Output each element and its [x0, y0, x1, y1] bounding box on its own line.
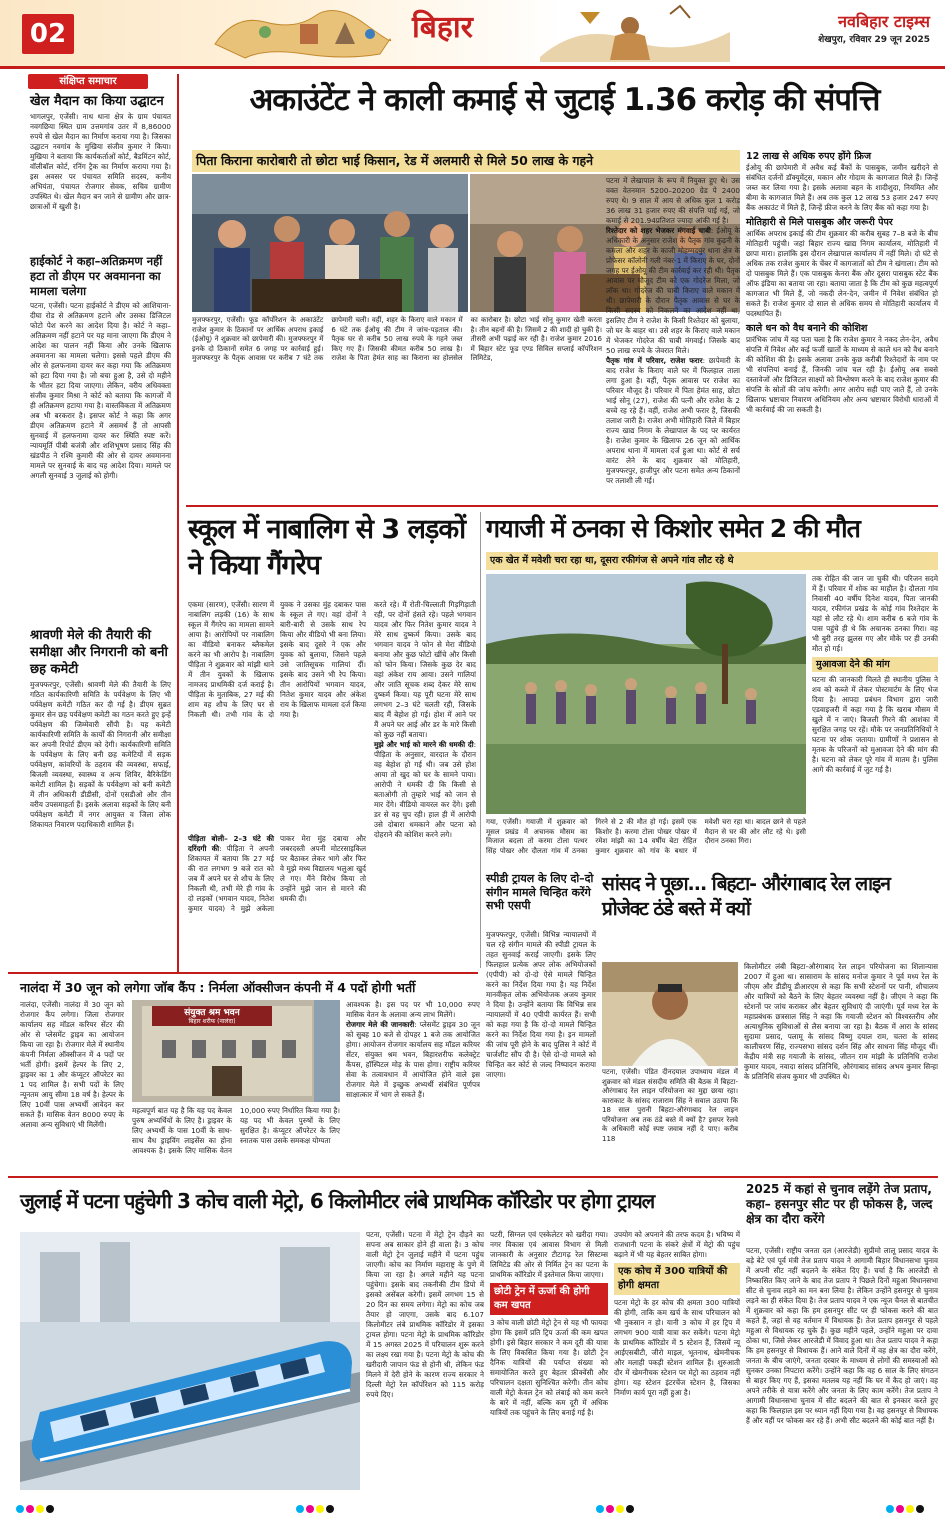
brief-1-headline: खेल मैदान का किया उद्घाटन — [30, 94, 164, 109]
gangrape-col1b: : पीड़िता ने अपनी शिकायत में बताया कि 27 मई की रात लगभग 9 बजे रात को जब मैं अपने घर से शौच के लिए निकली थी, तभी मेरे ही गांव के दो लड़कों (भगवान यादव, नितेश कुमार यादव) ने मुझे अकेला पाकर मेरा मुंह दबाया और जबरदस्ती अपनी मोटरसाइकिल पर बैठाकर लेकर भागे और फिर वे मुझे मध्य विद्यालय भलुआ खुर्द ले गए। मैंने विरोध किया तो उन्होंने मुझे जान से मारने की धमकी दी। — [188, 834, 366, 913]
gaya-side-sub: मुआवजा देने की मांग — [812, 657, 938, 672]
tejpratap-headline: 2025 में कहां से चुनाव लड़ेंगे तेज प्रताप, कहा– हसनपुर सीट पर ही फोकस है, जल्द क्षेत्र का दौरा करेंगे — [746, 1182, 933, 1226]
lead-sub-freeze: 12 लाख से अधिक रुपए होंगे फ्रिज — [746, 151, 872, 162]
lead-sub-kaladhan: काले धन को वैध बनाने की कोशिश — [746, 323, 868, 334]
metro-col3b: पटना मेट्रो के हर कोच की क्षमता 300 यात्रियों की होगी, ताकि कम खर्च के साथ परिचालन को भी नुकसान न हो। यानी 3 कोच में हर ट्रिप में लगभग 900 यात्री यात्रा कर सकेंगे। पटना मेट्रो के प्राथमिक कॉरिडोर में 5 स्टेशन हैं, जिसमें न्यू आईएसबीटी, जीरो माइल, भूतनाथ, खेमनीचक और मलाही पकड़ी स्टेशन शामिल हैं। शुरुआती दौर में खेमनीचक स्टेशन पर मेट्रो का ठहराव नहीं होगा। यह स्टेशन इंटरचेंज स्टेशन है, जिसका निर्माण कार्य पूरा नहीं हुआ है। — [614, 1298, 740, 1397]
metro-col3: उपयोग को अपनाने की तरफ कदम है। भविष्य में राजधानी पटना के संकरे क्षेत्रों में मेट्रो की पहुंच बढ़ाने में भी यह बेहतर साबित होगा। — [614, 1230, 740, 1259]
lead-photo-caption: मुजफ्फरपुर, एजेंसी। फूड कॉर्पोरेशन के अकाउंटेंट राजेश कुमार के ठिकानों पर आर्थिक अपराध इकाई (ईओयू) ने शुक्रवार को छापेमारी की। मुजफ्फरपुर में इनके दो ठिकानों समेत 6 जगह पर कार्रवाई हुई। मुजफ्फरपुर के पैतृक आवास पर करीब 7 घंटे तक छापेमारी चली। वहीं, शहर के किराए वाले मकान में 6 घंटे तक ईओयू की टीम ने जांच-पड़ताल की। पैतृक घर से करीब 50 लाख रुपये के गहने जब्त किए गए हैं। जिसकी कीमत करीब 50 लाख है। राजेश के पिता हेमंत साह का किराना का होलसेल का कारोबार है। छोटा भाई सोनू कुमार खेती करता है। तीन बहनों की है। जिसमें 2 की शादी हो चुकी है। तीसरी अभी पढ़ाई कर रही है। राजेश कुमार 2016 में बिहार स्टेट फूड एण्ड सिविल सप्लाई कॉर्पोरेशन लिमिटेड, — [192, 316, 602, 362]
nalanda-col3b-wrap — [346, 1020, 480, 1100]
section-divider-3 — [8, 1176, 938, 1178]
nalanda-sub: रोजगार मेले की जानकारी — [346, 1020, 415, 1029]
nalanda-col3-wrap — [346, 1000, 480, 1172]
tejpratap-body: पटना, एजेंसी। राष्ट्रीय जनता दल (आरजेडी) सुप्रीमो लालू प्रसाद यादव के बड़े बेटे एवं पूर्व मंत्री तेज प्रताप यादव ने आगामी बिहार विधानसभा चुनाव में अपनी सीट नहीं बदलने के संकेत दिए हैं। चर्चा है कि आरजेडी से निष्कासित किए जाने के बाद तेज प्रताप ने पिछले दिनों महुआ विधानसभा सीट से चुनाव लड़ने का मन बना लिया है। लेकिन उन्होंने हसनपुर से चुनाव लड़ने का ही संकेत दिया है। तेज प्रताप यादव ने एक न्यूज चैनल से बातचीत में शुक्रवार को कहा कि हम हसनपुर सीट पर ही फोकस करने की बात कहते हैं, जहां से वह वर्तमान में विधायक हैं। तेज प्रताप हसनपुर से पहले महुआ से विधायक रह चुके हैं। कुछ महीने पहले, उन्होंने महुआ पर दावा ठोका था, जिसे लेकर आरजेडी में विवाद हुआ था। तेज प्रताप यादव ने कहा कि हम हसनपुर से विधायक हैं। आने वाले दिनों में वह क्षेत्र का दौरा करेंगे, जनता के बीच जाएंगे, जनता दरबार के माध्यम से लोगों की समस्याओं को सुनकर उनका निपटारा करेंगे। उन्होंने कहा कि वह 6 साल के लिए संगठन से बाहर किए गए हैं, इसका मतलब यह नहीं कि घर में कैद हो जाएं। वह अपने तरीके से यात्रा करेंगे और जनता के लिए काम करेंगे। तेज प्रताप ने आगामी विधानसभा चुनाव में सीट बदलने की बात से इनकार करते हुए कहा कि फिलहाल इस पर ध्यान नहीं दिया गया है। वह हसनपुर से विधायक हैं और वहीं पर फोकस कर रहे हैं। अभी सीट बदलने की कोई बात नहीं है। — [746, 1246, 938, 1425]
gangrape-col1b-wrap — [188, 834, 366, 966]
paper-name: नवबिहार टाइम्स — [838, 12, 930, 31]
map-artwork — [205, 4, 395, 62]
mp-body: किलोमीटर लंबी बिहटा-औरंगाबाद रेल लाइन परियोजना का शिलान्यास 2007 में हुआ था। सासाराम के सांसद मनोज कुमार ने पूर्व मध्य रेल के जीएम और डीडीयू डीआरएम से कहा कि सभी स्टेशनों पर पानी, शौचालय और यात्रियों को बैठने के लिए बेहतर व्यवस्था नहीं है। जीएम ने कहा कि स्टेशनों पर जांच कराकर और बेहतर सुविधाएं दी जाएंगी। पूर्व मध्य रेल के महाप्रबंधक छत्रसाल सिंह ने कहा कि गयाजी स्टेशन को विश्वस्तरीय और अत्याधुनिक सुविधाओं से लैस बनाया जा रहा है। बैठक में आरा के सांसद सुदामा प्रसाद, पलामू के सांसद विष्णु दयाल राम, चतरा के सांसद कालीचरण सिंह, राज्यसभा सांसद दर्शन सिंह और साधना सिंह मौजूद थीं। केंद्रीय मंत्री सह गयाजी के सांसद, जीतन राम मांझी के प्रतिनिधि राजेश कुमार यादव, नवादा सांसद प्रतिनिधि, औरंगाबाद सांसद अभय कुमार सिन्हा के प्रतिनिधि संजय कुमार भी उपस्थित थे। — [744, 962, 938, 1081]
lead-column-b-text-2: आर्थिक अपराध इकाई की टीम शुक्रवार की करीब सुबह 7–8 बजे के बीच मोतिहारी पहुंची। जहां बिहार राज्य खाद्य निगम कार्यालय, मोतिहारी में छापा मारा। हालांकि इस दौरान लेखापाल कार्यालय में नहीं मिले। दो घंटे से अधिक तक राजेश कुमार के चेंबर में कागजातों को टीम ने खंगाला। टीम को दो पासबुक मिले हैं। एक पासबुक केनरा बैंक और दूसरा पासबुक स्टेट बैंक ऑफ इंडिया का बताया जा रहा। बताया जाता है कि टीम को कुछ महत्वपूर्ण कागजात भी मिले हैं, जो नकदी लेन-देन, जमीन में निवेश संबंधित हो सकते हैं। राजेश कुमार दो साल से अधिक समय से मोतिहारी कार्यालय में पदस्थापित हैं। — [746, 229, 938, 318]
metro-photo — [20, 1232, 360, 1490]
lead-sub-passbook: मोतिहारी से मिले पासबुक और जरूरी पेपर — [746, 217, 893, 228]
brief-1-body: भागलपुर, एजेंसी। नाथ थाना क्षेत्र के ग्राम पंचायत नवगछिया स्थित ग्राम उत्तमगांव उतर में 8,86000 रुपये से खेल मैदान का निर्माण कराया गया है। जिसका उद्घाटन नवगांव के मुखिया संजीव कुमार ने किया। मुखिया ने बताया कि कार्यकर्ताओं कोर्ट, बैडमिंटन कोर्ट, वॉलीबॉल कोर्ट, रनिंग ट्रैक का निर्माण कराया गया है। इस अवसर पर पंचायत समिति सदस्य, कनीय अभियंता, पंचायत रोजगार सेवक, सचिव ग्रामीण उपस्थित थे। खेल मैदान बन जाने से ग्रामीण और छात्र-छात्राओं में खुशी है। — [30, 112, 171, 211]
metro-headline: जुलाई में पटना पहुंचेगी 3 कोच वाली मेट्रो, 6 किलोमीटर लंबे प्राथमिक कॉरिडोर पर होगा ट्रायल — [20, 1189, 655, 1213]
nalanda-col3: आवश्यक है। इस पद पर भी 10,000 रुपए मासिक वेतन के अलावा अन्य लाभ मिलेंगे। — [346, 1000, 480, 1019]
brief-2-headline: हाईकोर्ट ने कहा–अतिक्रमण नहीं हटा तो डीएम पर अवमानना का मामला चलेगा — [30, 254, 163, 298]
page-number: 02 — [22, 14, 74, 54]
brief-2-body: पटना, एजेंसी। पटना हाईकोर्ट ने डीएम को आशियाना-दीघा रोड से अतिक्रमण हटाने और उसका डिजिटल फोटो पेश करने का आदेश दिया है। कोर्ट ने कहा–अतिक्रमण नहीं हटाने पर यह माना जाएगा कि डीएम ने आदेश का पालन नहीं किया और उनके खिलाफ अवमानना का मामला चलेगा। इससे पहले डीएम की ओर से हलफनामा दायर कर कहा गया कि अतिक्रमण को हटा दिया गया है। जो बचा हुआ है, उसे दो महीने के भीतर हटा दिया जाएगा। लेकिन, वरीय अधिवक्ता संजीव कुमार मिश्रा ने कोर्ट को बताया कि कागजों में ही अतिक्रमण हटाया गया है। वास्तविकता में अतिक्रमण अब भी बरकरार है। इसपर कोर्ट ने कहा कि अगर डीएम अतिक्रमण हटाने में असमर्थ हैं तो आपसी सुनवाई में हलफनामा दायर कर स्थिति स्पष्ट करें। न्यायमूर्ति पीबी बजंत्री और शशिभूषण प्रसाद सिंह की खंडपीठ ने रश्मि कुमारी की ओर से दायर अवमानना मामले पर सुनवाई के बाद यह आदेश दिया। मामले पर अगली सुनवाई 3 जुलाई को होगी। — [30, 301, 171, 480]
metro-sub-urja: छोटी ट्रेन में ऊर्जा की होगी कम खपत — [490, 1283, 608, 1315]
mp-photo-caption: पटना, एजेंसी। पंडित दीनदयाल उपाध्याय मंडल में शुक्रवार को मंडल संसदीय समिति की बैठक में बिहटा-औरंगाबाद रेल लाइन परियोजना का मुद्दा छाया रहा। काराकाट के सांसद राजाराम सिंह ने सवाल उठाया कि 18 साल पुरानी बिहटा-औरंगाबाद रेल लाइन परियोजना अब तक ठंडे बस्ते में क्यों है? इसपर रेलवे के अधिकारी कोई स्पष्ट जवाब नहीं दे पाए। करीब 118 — [602, 1068, 738, 1143]
section-divider-2 — [8, 972, 478, 974]
metro-col2: पटरी, सिग्नल एवं एस्केलेटर को खरीदा गया। नगर विकास एवं आवास विभाग से मिली जानकारी के अनुसार टीटागढ़ रेल सिस्टम्स लिमिटेड की ओर से निर्मित ट्रेन का पटना के प्राथमिक कॉरिडोर में इस्तेमाल किया जाएगा। — [490, 1230, 608, 1279]
gaya-side-text: तक रोहित की जान जा चुकी थी। परिजन सदमे में हैं। परिवार में शोक का माहौल है। दौलता गांव निवासी 40 वर्षीय दिनेश यादव, पिता जानकी यादव, रफीगंज प्रखंड के कोई गांव रिश्तेदार के यहां से लौट रहे थे। शाम करीब 6 बजे गांव के पास पहुंचे ही थे कि अचानक ठनका गिरा। वह भी बुरी तरह झुलस गए और मौके पर ही उनकी मौत हो गई। — [812, 574, 938, 653]
nalanda-col3b: : प्लेसमेंट ड्राइव 30 जून को सुबह 10 बजे से दोपहर 1 बजे तक आयोजित होगा। आयोजन रोजगार कार्यालय सह मॉडल करियर सेंटर, संयुक्त श्रम भवन, बिहारशरीफ कलेक्ट्रेट कैंपस, हॉस्पिटल मोड़ के पास होगा। राष्ट्रीय करियर सेवा के तत्वावधान में आयोजित होने वाले इस रोजगार मेले में इच्छुक अभ्यर्थी संबंधित पूर्णपत्र साक्षात्कार में भाग ले सकते हैं। — [346, 1020, 480, 1099]
buddha-artwork — [520, 2, 740, 64]
lead-column-a-wrap — [606, 176, 740, 485]
gaya-photo-caption: गया, एजेंसी। गयाजी में शुक्रवार को मूसल प्रखंड में अचानक मौसम का मिजाज बदला तो करमा टोला पत्थर सिंह पोखर और दौलता गांव में ठनका गिरने से 2 की मौत हो गई। इसमें एक किशोर है। करमा टोला पोखर पोखर में रमेश मांझी का 14 वर्षीय बेटा रोहित कुमार शुक्रवार को गांव के बधार में मवेशी चरा रहा था। बादल छाने से पहले मैदान से घर की ओर लौट रहे थे। इसी दौरान ठनका गिरा। — [486, 818, 806, 855]
nalanda-photo-sign-sub: बिहार शरीफ (नालंदा) — [188, 1018, 236, 1025]
masthead-divider — [0, 66, 945, 69]
metro-col3-wrap — [614, 1230, 740, 1492]
nalanda-photo — [132, 1000, 340, 1102]
lead-column-b-text-3: प्रारंभिक जांच में यह पता चला है कि राजेश कुमार ने नकद लेन-देन, अवैध संपत्ति में निवेश और कई फर्जी खातों के माध्यम से काले धन को वैध बनाने की कोशिश की है। इसके अलावा उनके कुछ करीबी रिश्तेदारों के नाम पर भी संपत्तियां बनाई हैं, जिनकी जांच चल रही है। ईओयू अब सबसे दस्तावेजों और डिजिटल साक्ष्यों को विश्लेषण करने के बाद राजेश कुमार की संपत्ति के स्रोतों की जांच करेगी। अगर आरोप सही पाए जाते हैं, तो उनके खिलाफ भ्रष्टाचार निवारण अधिनियम और अन्य भ्रष्टाचार विरोधी धाराओं में भी कार्रवाई की जा सकती है। — [746, 335, 938, 414]
sidebar — [8, 74, 179, 974]
gangrape-col2: करते रहे। मैं रोती-चिल्लाती गिड़गिड़ाती रही, पर दोनों हंसते रहे। पहले भगवान यादव और फिर नितेश कुमार यादव ने मेरे साथ दुष्कर्म किया। उसके बाद भगवान यादव ने फोन से मेरा वीडियो बनाया और कुछ फोटो खींचे और किसी को फोन किया। जिसके कुछ देर बाद वहां अंकेश राय आया। उसने गालियां और जाति सूचक शब्द देकर मेरे साथ दुष्कर्म किया। यह पूरी घटना मेरे साथ लगभग 2–3 घंटे चलती रही, जिसके बाद मैं बेहोश हो गई। होश में आने पर मैं अपने घर आई और डर के मारे किसी को कुछ नहीं बताया। — [374, 600, 476, 739]
lead-column-b-text-1: ईओयू की छापेमारी में अवैध कई बैंकों के पासबुक, जमीन खरीदने से संबंधित दर्जनों डॉक्यूमेंट्स, मकान और गोदाम के कागजात मिले हैं। जिन्हें जब्त कर लिया गया है। इसके अलावा बहन के शादीशुदा, नियमित और बीमा के कागजात मिले हैं। अब तक कुल 12 लाख 53 हजार 247 रुपए बैंक अकाउंट में मिले हैं, जिन्हें फ्रीज करने के लिए बैंक को कहा गया है। — [746, 163, 938, 212]
section-divider-1 — [186, 505, 938, 507]
lead-column-b — [746, 150, 938, 492]
lead-column-a-text-2: : ईओयू के अधिकारी के अनुसार राजेश के पैतृक गांव कुढ़नी के कमला और शहर के काजी मोहम्मदपुर थाना क्षेत्र के प्रोफेसर कॉलोनी गली नंबर-1 में किराए के घर, दोनों जगह पर ईओयू की टीम कार्रवाई कर रही थी। पैतृक आवास पर मौजूद टीम को एक गोदरेज मिला, जो लॉक था। गोदरेज की चाबी किराए वाले मकान में थी। छापेमारी के दौरान पैतृक आवास से घर के किसी सदस्य को निकलने का आदेश नहीं था, इसलिए टीम ने राजेश के किसी रिश्तेदार को बुलाया, जो घर के बाहर था। उसे शहर के किराए वाले मकान में भेजकर गोदरेज की चाबी मंगवाई। जिसके बाद 50 लाख रुपये के जेवरात मिले। — [606, 226, 740, 355]
mp-headline: सांसद ने पूछा... बिहटा- औरंगाबाद रेल लाइन प्रोजेक्ट ठंडे बस्ते में क्यों — [602, 873, 890, 920]
gangrape-body-2 — [374, 600, 476, 968]
lead-photo — [192, 174, 468, 312]
lead-sub-rishtedar: रिश्तेदार को शहर भेजकर मंगवाई चाबी — [606, 226, 711, 235]
gangrape-col1: एकमा (सारण), एजेंसी। सारण में नाबालिग लड़की (16) के साथ स्कूल में गैंगरेप का मामला सामने आया है। आरोपियों पर नाबालिग का वीडियो बनाकर ब्लैकमेल करने का भी आरोप है। नाबालिग पीड़िता ने शुक्रवार को मांझी थाने में तीन युवकों के खिलाफ नामजद प्राथमिकी दर्ज कराई है। पीड़िता के मुताबिक, 27 मई की शाम वह शौच के लिए घर से निकली थी। तभी गांव के दो युवक ने उसका मुंह दबाकर पास के स्कूल ले गए। वहां दोनों ने बारी-बारी से उसके साथ रेप किया और वीडियो भी बना लिया। इसके बाद दूसरे ने एक और युवक को बुलाया, जिसने पहले उसे जातिसूचक गालियां दीं। इसके बाद उसने भी रेप किया। तीन आरोपियों भगवान यादव, नितेश कुमार यादव और अंकेश राय के खिलाफ मामला दर्ज किया गया है। — [188, 600, 366, 719]
speedy-body: मुजफ्फरपुर, एजेंसी। विभिन्न न्यायालयों में चल रहे संगीन मामले की स्पीडी ट्रायल के तहत सुनवाई कराई जाएगी। इसके लिए फिलहाल प्रत्येक अपर लोक अभियोजकों (एपीपी) को दो-दो ऐसे मामले चिन्हित करने का निर्देश दिया गया है। यह निर्देश मानवीकृत लोक अभियोजक अजय कुमार ने दिया है। उन्होंने बताया कि विभिन्न सत्र न्यायालयों में 40 एपीपी कार्यरत हैं। सभी को कहा गया है कि दो-दो मामले चिन्हित करने का निर्देश दिया गया है। इन मामलों की जांच पूरी होने के बाद पुलिस ने कोर्ट में चार्जशीट सौंप दी है। ऐसे दो-दो मामले को चिन्हित कर कोर्ट से जल्द निष्पादन कराया जाएगा। — [486, 930, 596, 1079]
brief-3-body: मुजफ्फरपुर, एजेंसी। श्रावणी मेले की तैयारी के लिए गठित कार्यकारिणी समिति के पर्यवेक्षण के लिए भी पर्यवेक्षण कमेटी गठित कर दी गई है। डीएम सुब्रत कुमार सेन छह पर्यवेक्षण कमेटी का गठन करते हुए इन्हें पर्यवेक्षण की जिम्मेवारी सौंपी है। यह कमेटी कार्यकारिणी समिति के कार्यों की निगरानी और समीक्षा कर अपनी रिपोर्ट डीएम को देगी। कार्यकारिणी समिति के पर्यवेक्षण के लिए बनी छह कमेटियों में सड़क पर्यवेक्षण, कांवरियों के ठहराव की व्यवस्था, सफाई, बिजली व्यवस्था, स्वास्थ्य व अन्य शिविर, बैरिकेडिंग कमेटी शामिल है। सड़कों के पर्यवेक्षण को बनी कमेटी में तीन अधिकारी डीडीसी, दोनों एसडीओ और तीन वरीय उपसमाहर्ता हैं। इसके अलावा सड़कों के लिए बनी पर्यवेक्षण कमेटी में नगर आयुक्त व जिला लोक शिकायत निवारण पदाधिकारी शामिल हैं। — [30, 680, 171, 829]
sidebar-label: संक्षिप्त समाचार — [28, 74, 148, 89]
dateline: शेखपुरा, रविवार 29 जून 2025 — [818, 35, 930, 45]
col-divider-gangrape — [480, 512, 481, 968]
metro-col2-wrap — [490, 1230, 608, 1492]
masthead — [0, 0, 945, 66]
lead-sub-parivar: पैतृक गांव में परिवार, राजेश फरार — [606, 356, 703, 365]
gaya-side-text-2: घटना की जानकारी मिलते ही स्थानीय पुलिस ने शव को कब्जे में लेकर पोस्टमार्टम के लिए भेज दिया है। आपदा प्रबंधन विभाग द्वारा जारी एडवाइजरी में कहा गया है कि खराब मौसम में खुले में न जाएं। बिजली गिरने की आशंका में सुरक्षित जगह पर रहें। मौके पर जनप्रतिनिधियों ने घटना पर शोक जताया। ग्रामीणों ने प्रशासन से मृतक के परिजनों को मुआवजा देने की मांग की है। घटना को लेकर पूरे गांव में मातम है। पुलिस आगे की कार्रवाई में जुट गई है। — [812, 675, 938, 774]
speedy-headline: स्पीडी ट्रायल के लिए दो–दो संगीन मामले चिन्हित करेंगे सभी एसपी — [486, 872, 594, 912]
nalanda-below-photo: महत्वपूर्ण बात यह है कि यह पद केवल पुरुष अभ्यर्थियों के लिए है। ड्राइवर के लिए अभ्यर्थी के पास 10वीं के साथ-साथ वैध ड्राइविंग लाइसेंस का होना आवश्यक है। इसके लिए मासिक वेतन 10,000 रुपए निर्धारित किया गया है। यह पद भी केवल पुरुषों के लिए सुरक्षित है। कंप्यूटर ऑपरेटर के लिए स्नातक पास उसके समकक्ष योग्यता — [132, 1106, 340, 1155]
gaya-photo — [486, 574, 806, 814]
lead-column-a-sub1-wrap — [606, 226, 740, 356]
lead-subhead: पिता किराना कारोबारी तो छोटा भाई किसान, रेड में अलमारी से मिले 50 लाख के गहने — [192, 150, 740, 172]
gangrape-col2b-wrap — [374, 740, 476, 840]
section-title: बिहार — [412, 10, 473, 45]
gangrape-col2b: : पीड़िता के अनुसार, वारदात के दौरान वह बेहोश हो गई थी। जब उसे होश आया तो खुद को घर के सामने पाया। आरोपी ने धमकी दी कि किसी से बताओगी तो तुम्हारे भाई को जान से मार देंगे। वीडियो वायरल कर देंगे। इसी डर से वह चुप रही। हाल ही में आरोपी उसे दोबारा धमकाने और पटना को दोहराने की कोशिश करने लगे। — [374, 740, 476, 839]
gangrape-sub-2: मुझे और भाई को मारने की धमकी दी — [374, 740, 474, 749]
metro-sub-coach: एक कोच में 300 यात्रियों की होगी क्षमता — [614, 1263, 740, 1295]
mp-photo — [602, 962, 738, 1066]
gaya-side — [812, 574, 938, 868]
gangrape-sub-1: पीड़िता बोली– 2–3 घंटे की दरिंदगी की — [188, 834, 274, 853]
gaya-headline: गयाजी में ठनका से किशोर समेत 2 की मौत — [486, 514, 860, 543]
metro-col2b: 3 कोच वाली छोटी मेट्रो ट्रेन से यह भी फायदा होगा कि इसमें प्रति ट्रिप ऊर्जा की कम खपत होगी। इसे बिहार सरकार ने कम दूरी की यात्रा के लिए विकसित किया गया है। छोटी ट्रेन दैनिक यात्रियों की पर्याप्त संख्या को समायोजित करते हुए बेहतर फ्रीक्वेंसी और परिचालन दक्षता सुनिश्चित करेगी। तीन कोच वाली मेट्रो केवल ट्रेन को लंबाई को कम करने के बारे में नहीं, बल्कि कम दूरी में अधिक यात्रियों तक पहुंचने के लिए बनाई गई है। — [490, 1318, 608, 1417]
nalanda-headline: नालंदा में 30 जून को लगेगा जॉब कैंप : निर्मला ऑक्सीजन कंपनी में 4 पदों होगी भर्ती — [20, 980, 416, 995]
nalanda-col1: नालंदा, एजेंसी। नालंदा में 30 जून को रोजगार कैंप लगेगा। जिला रोजगार कार्यालय सह मॉडल करियर सेंटर की ओर से प्लेसमेंट ड्राइव का आयोजन किया जा रहा है। रोजगार मेले में स्थानीय कंपनी निर्मला ऑक्सीजन में 4 पदों पर भर्ती होगी। इसमें हेल्पर के लिए 2, ड्राइवर का 1 और कंप्यूटर ऑपरेटर का 1 पद शामिल है। सभी पदों के लिए न्यूनतम आयु सीमा 18 वर्ष है। हेल्पर के लिए 10वीं पास अभ्यर्थी आवेदन कर सकते हैं। मासिक वेतन 8000 रुपए के अलावा अन्य सुविधाएं भी मिलेंगी। — [20, 1000, 124, 1129]
gaya-kicker: एक खेत में मवेशी चरा रहा था, दूसरा रफीगंज से अपने गांव लौट रहे थे — [486, 552, 938, 570]
brief-3-headline: श्रावणी मेले की तैयारी की समीक्षा और निगरानी को बनी छह कमेटी — [30, 628, 168, 677]
registration-marks — [0, 1500, 945, 1518]
gangrape-headline: स्कूल में नाबालिग से 3 लड़कों ने किया गैंगरेप — [188, 514, 466, 581]
lead-headline: अकाउंटेंट ने काली कमाई से जुटाई 1.36 करोड़ की संपत्ति — [249, 82, 880, 118]
lead-column-a-text: पटना में लेखापाल के रूप में नियुक्त हुए थे। उस वक्त वेतनमान 5200–20200 ग्रेड पे 2400 रुपए थे। 9 साल में आय से अधिक कुल 1 करोड़ 36 लाख 31 हजार रुपए की संपत्ति पाई गई, जो कमाई से 201.94प्रतिशत ज्यादा आंकी गई है। — [606, 176, 740, 225]
nalanda-photo-sign: संयुक्त श्रम भवन — [184, 1008, 240, 1018]
gangrape-body-1 — [188, 600, 366, 968]
lead-column-a-text-3: : छापेमारी के बाद राजेश के किराए वाले घर में फिलहाल ताला लगा हुआ है। वहीं, पैतृक आवास पर राजेश का परिवार मौजूद है। परिवार में पिता हेमंत साह, छोटा भाई सोनू (27), राजेश की पत्नी और राजेश के 2 बच्चे रह रहे हैं। वहीं, राजेश अभी फरार है, जिसकी तलाश जारी है। राजेश अभी मोतिहारी जिले में बिहार राज्य खाद्य निगम के लेखापाल के पद पर कार्यरत है। राजेश कुमार के खिलाफ 26 जून को आर्थिक अपराध थाना में मामला दर्ज हुआ था। कोर्ट से सर्च वारंट लेने के बाद शुक्रवार को मोतिहारी, मुजफ्फरपुर, हाजीपुर और पटना समेत अन्य ठिकानों पर तलाशी ली गई। — [606, 356, 740, 485]
metro-col1: पटना, एजेंसी। पटना में मेट्रो ट्रेन दौड़ने का सपना अब साकार होने ही वाला है। 3 कोच वाली मेट्रो ट्रेन जुलाई महीने में पटना पहुंच जाएगी। कोच का निर्माण महाराष्ट्र के पुणे में किया जा रहा है। अगले महीने यह पटना पहुंचेगा। इसके बाद तकनीकी टीम डिपो में इसको असेंबल करेगी। इसमें लगभग 15 से 20 दिन का समय लगेगा। मेट्रो का कोच जब तैयार हो जाएगा, उसके बाद 6.107 किलोमीटर लंबे प्राथमिक कॉरिडोर में इसका ट्रायल होगा। पटना मेट्रो के प्राथमिक कॉरिडोर में 15 अगस्त 2025 में परिचालन शुरू करने का लक्ष्य रखा गया है। पटना मेट्रो के कोच की खरीदारी जापान फंड से होनी थी, लेकिन फंड मिलने में देरी होने के कारण राज्य सरकार ने दिल्ली मेट्रो रेल कॉर्पोरेशन को 115 करोड़ रुपये दिए। — [366, 1230, 484, 1399]
lead-caption-continued — [192, 392, 740, 500]
